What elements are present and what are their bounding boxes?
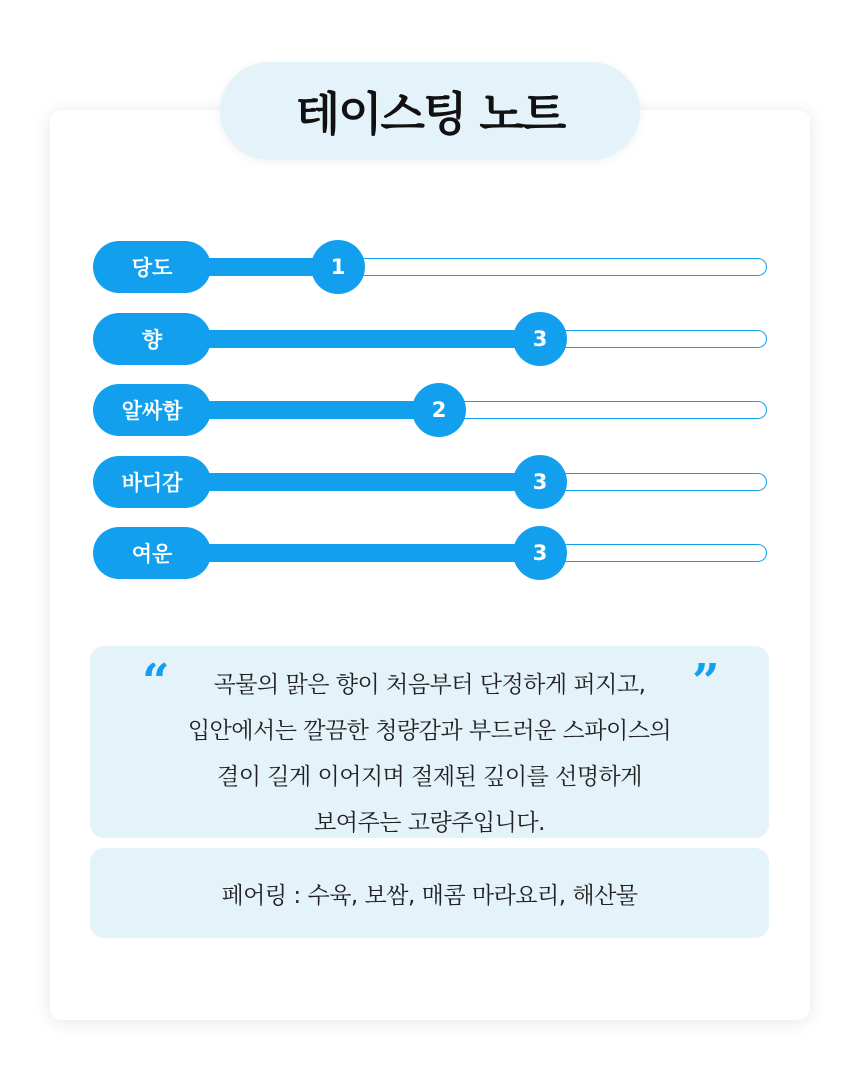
description-line: 결이 길게 이어지며 절제된 깊이를 선명하게 (217, 764, 642, 790)
rating-row-finish (93, 527, 767, 579)
rating-label: 알싸함 (93, 384, 211, 436)
rating-value-knob: 3 (513, 526, 567, 580)
rating-value-knob: 2 (412, 383, 466, 437)
rating-value-knob: 1 (311, 240, 365, 294)
rating-label: 바디감 (93, 456, 211, 508)
rating-row-sweetness (93, 241, 767, 293)
rating-value-knob: 3 (513, 312, 567, 366)
rating-fill (193, 330, 540, 348)
close-quote-icon: ” (692, 654, 720, 710)
rating-label: 여운 (93, 527, 211, 579)
rating-fill (193, 544, 540, 562)
description-line: 보여주는 고량주입니다. (314, 810, 545, 836)
title-badge (220, 62, 640, 160)
tasting-description (90, 662, 769, 846)
pairing-box (90, 848, 769, 938)
rating-fill (193, 401, 439, 419)
rating-row-body (93, 456, 767, 508)
description-line: 입안에서는 깔끔한 청량감과 부드러운 스파이스의 (187, 718, 672, 744)
pairing-text: 페어링 : 수육, 보쌈, 매콤 마라요리, 해산물 (221, 882, 638, 909)
rating-value-knob: 3 (513, 455, 567, 509)
description-line: 곡물의 맑은 향이 처음부터 단정하게 퍼지고, (213, 672, 646, 698)
page-title: 테이스팅 노트 (295, 87, 565, 141)
rating-fill (193, 473, 540, 491)
rating-label: 향 (93, 313, 211, 365)
open-quote-icon: “ (142, 654, 170, 710)
rating-row-aroma (93, 313, 767, 365)
rating-row-spiciness (93, 384, 767, 436)
rating-label: 당도 (93, 241, 211, 293)
tasting-description-box (90, 646, 769, 838)
